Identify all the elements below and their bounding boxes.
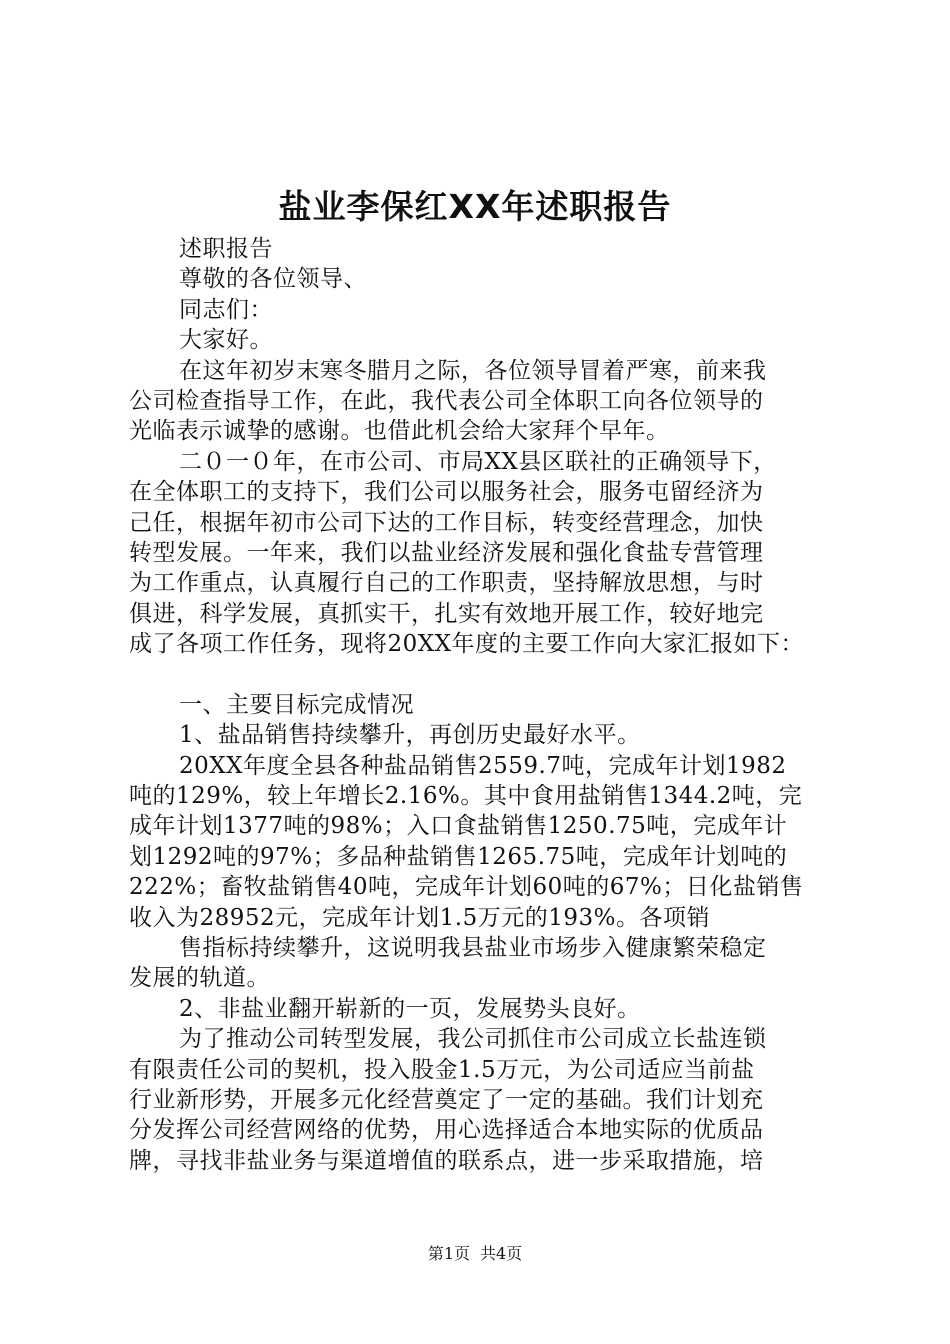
document-body — [129, 234, 829, 1176]
paragraph-line: 吨的129%，较上年增长2.16%。其中食用盐销售1344.2吨，完 — [129, 783, 803, 810]
paragraph-line: 售指标持续攀升，这说明我县盐业市场步入健康繁荣稳定 — [179, 934, 767, 961]
paragraph-line: 划1292吨的97%；多品种盐销售1265.75吨，完成年计划吨的 — [129, 843, 788, 870]
section-heading: 一、主要目标完成情况 — [179, 691, 414, 718]
paragraph-line: 己任，根据年初市公司下达的工作目标，转变经营理念，加快 — [129, 509, 764, 536]
paragraph-line: 222%；畜牧盐销售40吨，完成年计划60吨的67%；日化盐销售 — [129, 874, 804, 901]
paragraph-line: 为了推动公司转型发展，我公司抓住市公司成立长盐连锁 — [179, 1026, 767, 1053]
paragraph-line: 收入为28952元，完成年计划1.5万元的193%。各项销 — [129, 904, 710, 931]
document-title: 盐业李保红XX年述职报告 — [278, 187, 672, 226]
paragraph-line: 分发挥公司经营网络的优势，用心选择适合本地实际的优质品 — [129, 1117, 764, 1144]
page-footer — [0, 1243, 950, 1265]
paragraph-line: 成年计划1377吨的98%；入口食盐销售1250.75吨，完成年计 — [129, 813, 788, 840]
salutation-line: 大家好。 — [179, 327, 273, 354]
paragraph-line: 为工作重点，认真履行自己的工作职责，坚持解放思想，与时 — [129, 570, 764, 597]
salutation-line: 同志们： — [179, 296, 273, 323]
paragraph-gap — [129, 659, 829, 689]
salutation-line: 尊敬的各位领导、 — [179, 266, 367, 293]
paragraph-line: 在这年初岁末寒冬腊月之际，各位领导冒着严寒，前来我 — [179, 357, 767, 384]
paragraph-line: 光临表示诚挚的感谢。也借此机会给大家拜个早年。 — [129, 418, 670, 445]
paragraph-line: 公司检查指导工作，在此，我代表公司全体职工向各位领导的 — [129, 387, 764, 414]
paragraph-line: 转型发展。一年来，我们以盐业经济发展和强化食盐专营管理 — [129, 539, 764, 566]
subsection-heading: 2、非盐业翻开崭新的一页，发展势头良好。 — [179, 995, 641, 1022]
page-number: 第1页 — [427, 1244, 470, 1263]
paragraph-line: 俱进，科学发展，真抓实干，扎实有效地开展工作，较好地完 — [129, 600, 764, 627]
salutation-heading: 述职报告 — [179, 236, 273, 262]
paragraph-line: 牌，寻找非盐业务与渠道增值的联系点，进一步采取措施，培 — [129, 1147, 764, 1174]
subsection-heading: 1、盐品销售持续攀升，再创历史最好水平。 — [179, 722, 641, 749]
paragraph-line: 行业新形势，开展多元化经营奠定了一定的基础。我们计划充 — [129, 1086, 764, 1113]
paragraph-line: 二０一０年，在市公司、市局XX县区联社的正确领导下， — [179, 448, 777, 475]
paragraph-line: 成了各项工作任务，现将20XX年度的主要工作向大家汇报如下： — [129, 631, 805, 658]
paragraph-line: 有限责任公司的契机，投入股金1.5万元，为公司适应当前盐 — [129, 1056, 755, 1083]
page-total: 共4页 — [480, 1244, 523, 1263]
paragraph-line: 20XX年度全县各种盐品销售2559.7吨，完成年计划1982 — [179, 752, 787, 779]
paragraph-line: 发展的轨道。 — [129, 965, 270, 992]
paragraph-line: 在全体职工的支持下，我们公司以服务社会，服务屯留经济为 — [129, 479, 764, 506]
